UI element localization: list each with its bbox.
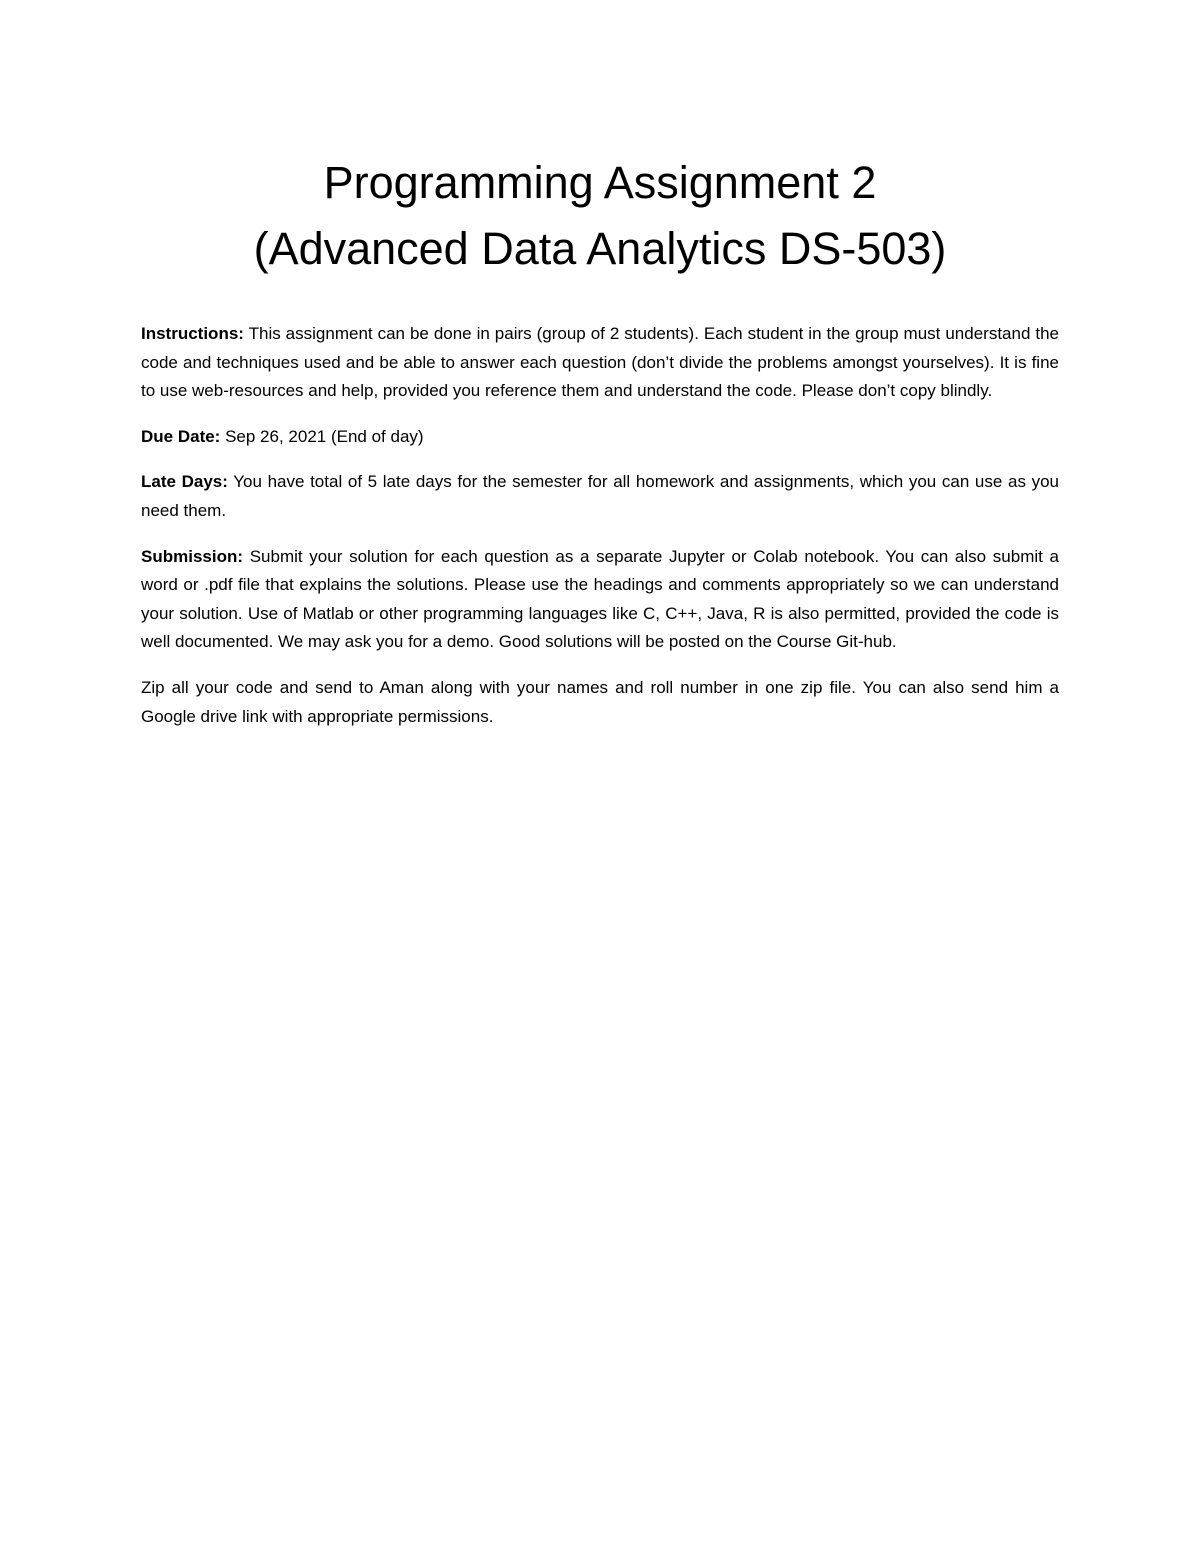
instructions-label: Instructions: [141,324,244,343]
submission-label: Submission: [141,546,244,566]
late-days-text: You have total of 5 late days for the semester for all homework and assignments, which you can use as you need them. [141,472,1059,520]
due-date-paragraph [141,423,1059,452]
submission-text: Submit your solution for each question as a separate Jupyter or Colab notebook. You can also submit a word or .pdf file that explains the solutions. Please use the headings and comments appropriately so we can understand your solution. Use of Matlab or other programming languages like C, C++, Java, R is also permitted, provided the code is well documented. We may ask you for a demo. Good solutions will be posted on the Course Git-hub. [141,546,1059,652]
late-days-label: Late Days: [141,472,228,492]
title-line-1: Programming Assignment 2 [323,157,877,208]
due-date-label: Due Date: [141,426,221,446]
instructions-text: This assignment can be done in pairs (group of 2 students). Each student in the group must understand the code and techniques used and be able to answer each question (don’t divide the problems amongst yourselves). It is fine to use web-resources and help, provided you reference them and understand the code. Please don’t copy blindly. [141,324,1059,401]
zip-instructions-text: Zip all your code and send to Aman along with your names and roll number in one zip file. You can also send him a Google drive link with appropriate permissions. [141,677,1059,726]
instructions-paragraph [141,320,1059,406]
zip-instructions-paragraph [141,674,1059,731]
submission-paragraph [141,543,1059,657]
late-days-paragraph [141,468,1059,525]
due-date-text: Sep 26, 2021 (End of day) [220,426,424,446]
title-line-2: (Advanced Data Analytics DS-503) [253,223,947,274]
document-title [140,150,1060,282]
document-body [141,320,1059,748]
